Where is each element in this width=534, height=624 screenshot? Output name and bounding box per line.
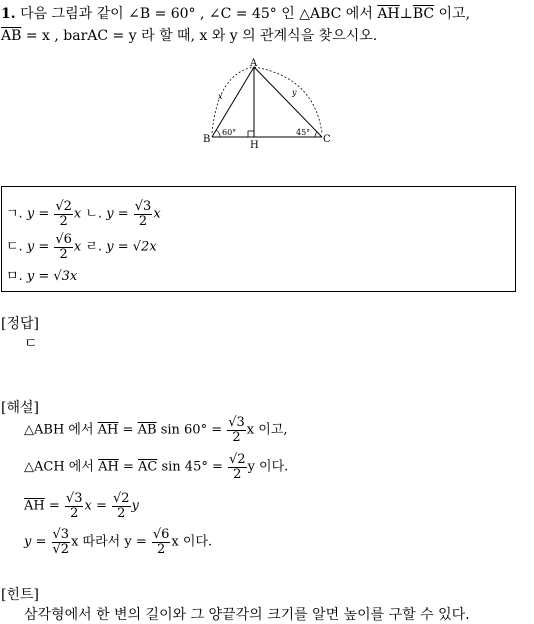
solution-4-fraction-2 [152,528,171,556]
solution-2-pre: △ACH 에서 [24,459,94,475]
segment-ah: $\overline{AH}$ [377,6,400,22]
solution-4-mid: x 따라서 y = [71,534,147,550]
solution-2-eq: = [122,459,134,475]
angle-b-arc [216,130,220,137]
choice-3-den: 2 [59,246,68,262]
solution-3-eq: = [48,498,60,514]
problem-text-2: = x , barAC = y 라 할 때, x 와 y 의 관계식을 찾으시오. [25,28,378,44]
solution-3-mid: x = [84,498,107,514]
solution-4-fraction-1 [52,528,71,556]
solution-4-num2: √6 [152,527,170,542]
solution-3-den2: 2 [117,505,126,521]
problem-text-1b: 이고, [438,6,471,22]
foot-h-label: H [250,140,259,151]
choice-2-tail: x [153,206,161,222]
problem-number: 1. [1,6,16,22]
choice-2-label: ㄴ. [85,206,103,222]
angle-c-arc [315,132,317,137]
solution-heading: [해설] [1,400,39,416]
choice-5-expr: √3x [53,269,78,284]
choice-3-fraction [54,233,73,261]
solution-1-ab: $\overline{AB}$ [137,422,157,438]
choice-1-tail: x [73,206,82,222]
choice-2-fraction [134,200,153,228]
solution-1-ah: $\overline{AH}$ [97,422,119,438]
segment-ab: $\overline{AB}$ [1,28,22,44]
choice-2-den: 2 [138,213,148,229]
choice-3-num: √6 [55,232,72,247]
solution-1-eq: = [122,422,134,438]
choice-4-lhs: y = [106,239,129,255]
solution-3-ah: $\overline{AH}$ [24,498,45,514]
solution-line-1 [24,416,288,444]
solution-1-sin: sin 60° = [160,422,223,438]
problem-text-1a: 다음 그림과 같이 ∠B = 60° , ∠C = 45° 인 △ABC 에서 [20,6,373,22]
angle-c-label: 45° [296,128,311,137]
choice-1-den: 2 [59,213,68,229]
solution-4-tail: x 이다. [171,534,213,550]
vertex-c-label: C [323,134,331,145]
solution-3-tail: y [131,498,139,514]
solution-3-num1: √3 [65,491,83,506]
solution-3-fraction-1 [65,492,84,520]
hint-text: 삼각형에서 한 변의 길이와 그 양끝각의 크기를 알면 높이를 구할 수 있다. [24,607,470,623]
choice-1-label: ㄱ. [6,206,23,222]
solution-3-num2: √2 [112,491,130,506]
choice-2-lhs: y = [106,206,129,222]
solution-line-3 [24,492,139,520]
segment-bc: $\overline{BC}$ [412,6,435,22]
solution-1-den: 2 [232,429,241,445]
solution-2-sin: sin 45° = [161,459,223,475]
solution-3-fraction-2 [112,492,131,520]
side-x-label: x [218,92,223,101]
choice-3-lhs: y = [26,239,50,255]
side-y-label: y [292,88,297,97]
choice-row-1 [6,200,161,228]
answer-value: ㄷ [24,336,38,352]
solution-4-num1: √3 [52,527,70,542]
solution-2-num: √2 [229,452,246,467]
solution-4-den2: 2 [157,541,166,557]
hint-heading: [힌트] [1,587,39,603]
solution-line-2 [24,453,288,481]
choice-2-num: √3 [134,199,152,214]
choice-5-lhs: y = [26,269,50,284]
vertex-b-label: B [203,134,211,145]
choice-1-lhs: y = [26,206,50,222]
solution-2-ac: $\overline{AC}$ [137,459,158,475]
solution-1-tail: x 이고, [246,422,288,438]
solution-2-fraction [228,453,247,481]
solution-2-ah: $\overline{AH}$ [98,459,119,475]
vertex-a-label: A [250,58,258,69]
solution-2-den: 2 [233,466,242,482]
answer-heading: [정답] [1,316,39,332]
solution-1-pre: △ABH 에서 [24,422,94,438]
solution-4-pre: y = [24,534,47,550]
perpendicular-symbol: ⊥ [399,6,413,22]
solution-line-4 [24,528,212,556]
angle-b-label: 60° [222,128,237,137]
solution-1-fraction [227,416,246,444]
choice-1-fraction [54,200,73,228]
solution-3-den1: 2 [70,505,79,521]
choice-1-num: √2 [55,199,72,214]
problem-line-1 [1,3,470,23]
choice-4-expr: √2x [132,239,157,255]
problem-line-2 [1,25,377,45]
choice-4-label: ㄹ. [85,239,103,255]
choice-row-3 [6,265,77,284]
choice-3-label: ㄷ. [6,239,23,255]
solution-4-den1: √2 [52,541,70,557]
choice-row-2 [6,233,157,261]
solution-2-tail: y 이다. [247,459,289,475]
solution-1-num: √3 [228,415,245,430]
choice-3-tail: x [73,239,82,255]
choice-5-label: ㅁ. [6,269,23,284]
triangle-figure [196,55,342,155]
right-angle-marker [248,131,254,137]
